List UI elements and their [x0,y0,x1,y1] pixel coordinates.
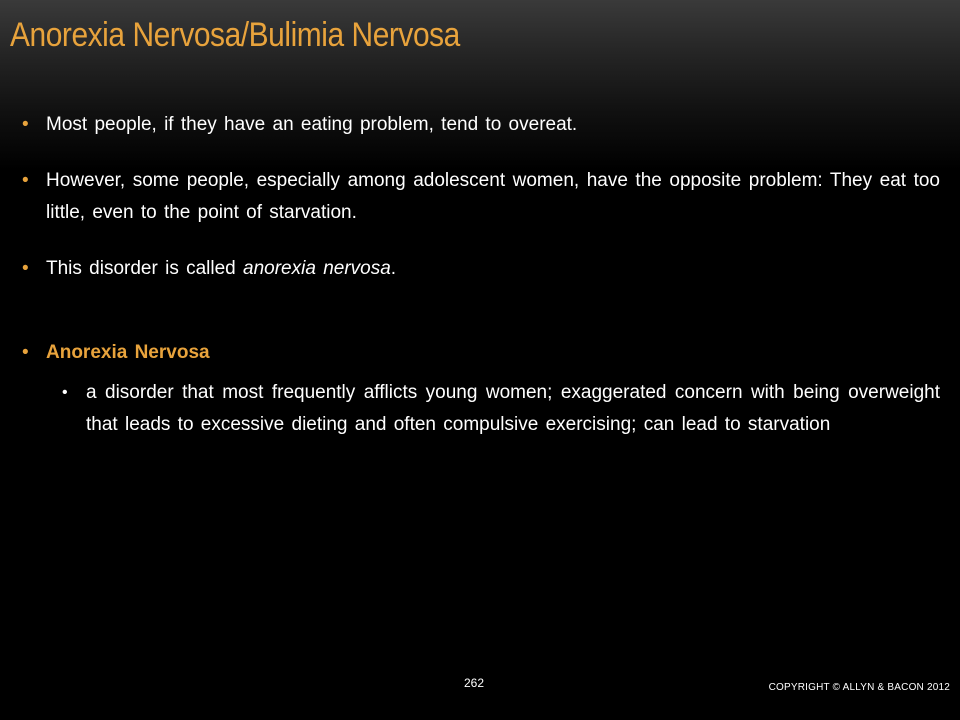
slide-title: Anorexia Nervosa/Bulimia Nervosa [10,16,460,54]
bullet-item [22,165,940,229]
slide-content [22,109,940,441]
bullet-icon: • [22,258,29,279]
bullet-heading [22,337,940,369]
sub-bullet-item [62,377,940,441]
bullet-text-after: . [390,258,397,279]
bullet-icon: • [22,170,29,191]
definition-text: a disorder that most frequently afflicts young women; exaggerated concern with being overweight that leads to excessive dieting and often compulsive exercising; can lead to starvation [86,382,940,435]
sub-bullet-icon: • [62,384,68,401]
page-number: 262 [464,676,485,690]
bullet-item [22,109,940,141]
bullet-item [22,253,940,285]
bullet-emphasis: anorexia nervosa [243,258,391,279]
copyright-notice: COPYRIGHT © ALLYN & BACON 2012 [768,682,950,693]
bullet-icon: • [22,342,29,363]
bullet-text: Most people, if they have an eating problem, tend to overeat. [46,114,578,135]
bullet-text-before: This disorder is called [46,258,244,279]
bullet-text: However, some people, especially among adolescent women, have the opposite problem: They eat too little, even to the point of starvation. [46,170,940,223]
bullet-icon: • [22,114,29,135]
term-heading: Anorexia Nervosa [46,342,210,363]
